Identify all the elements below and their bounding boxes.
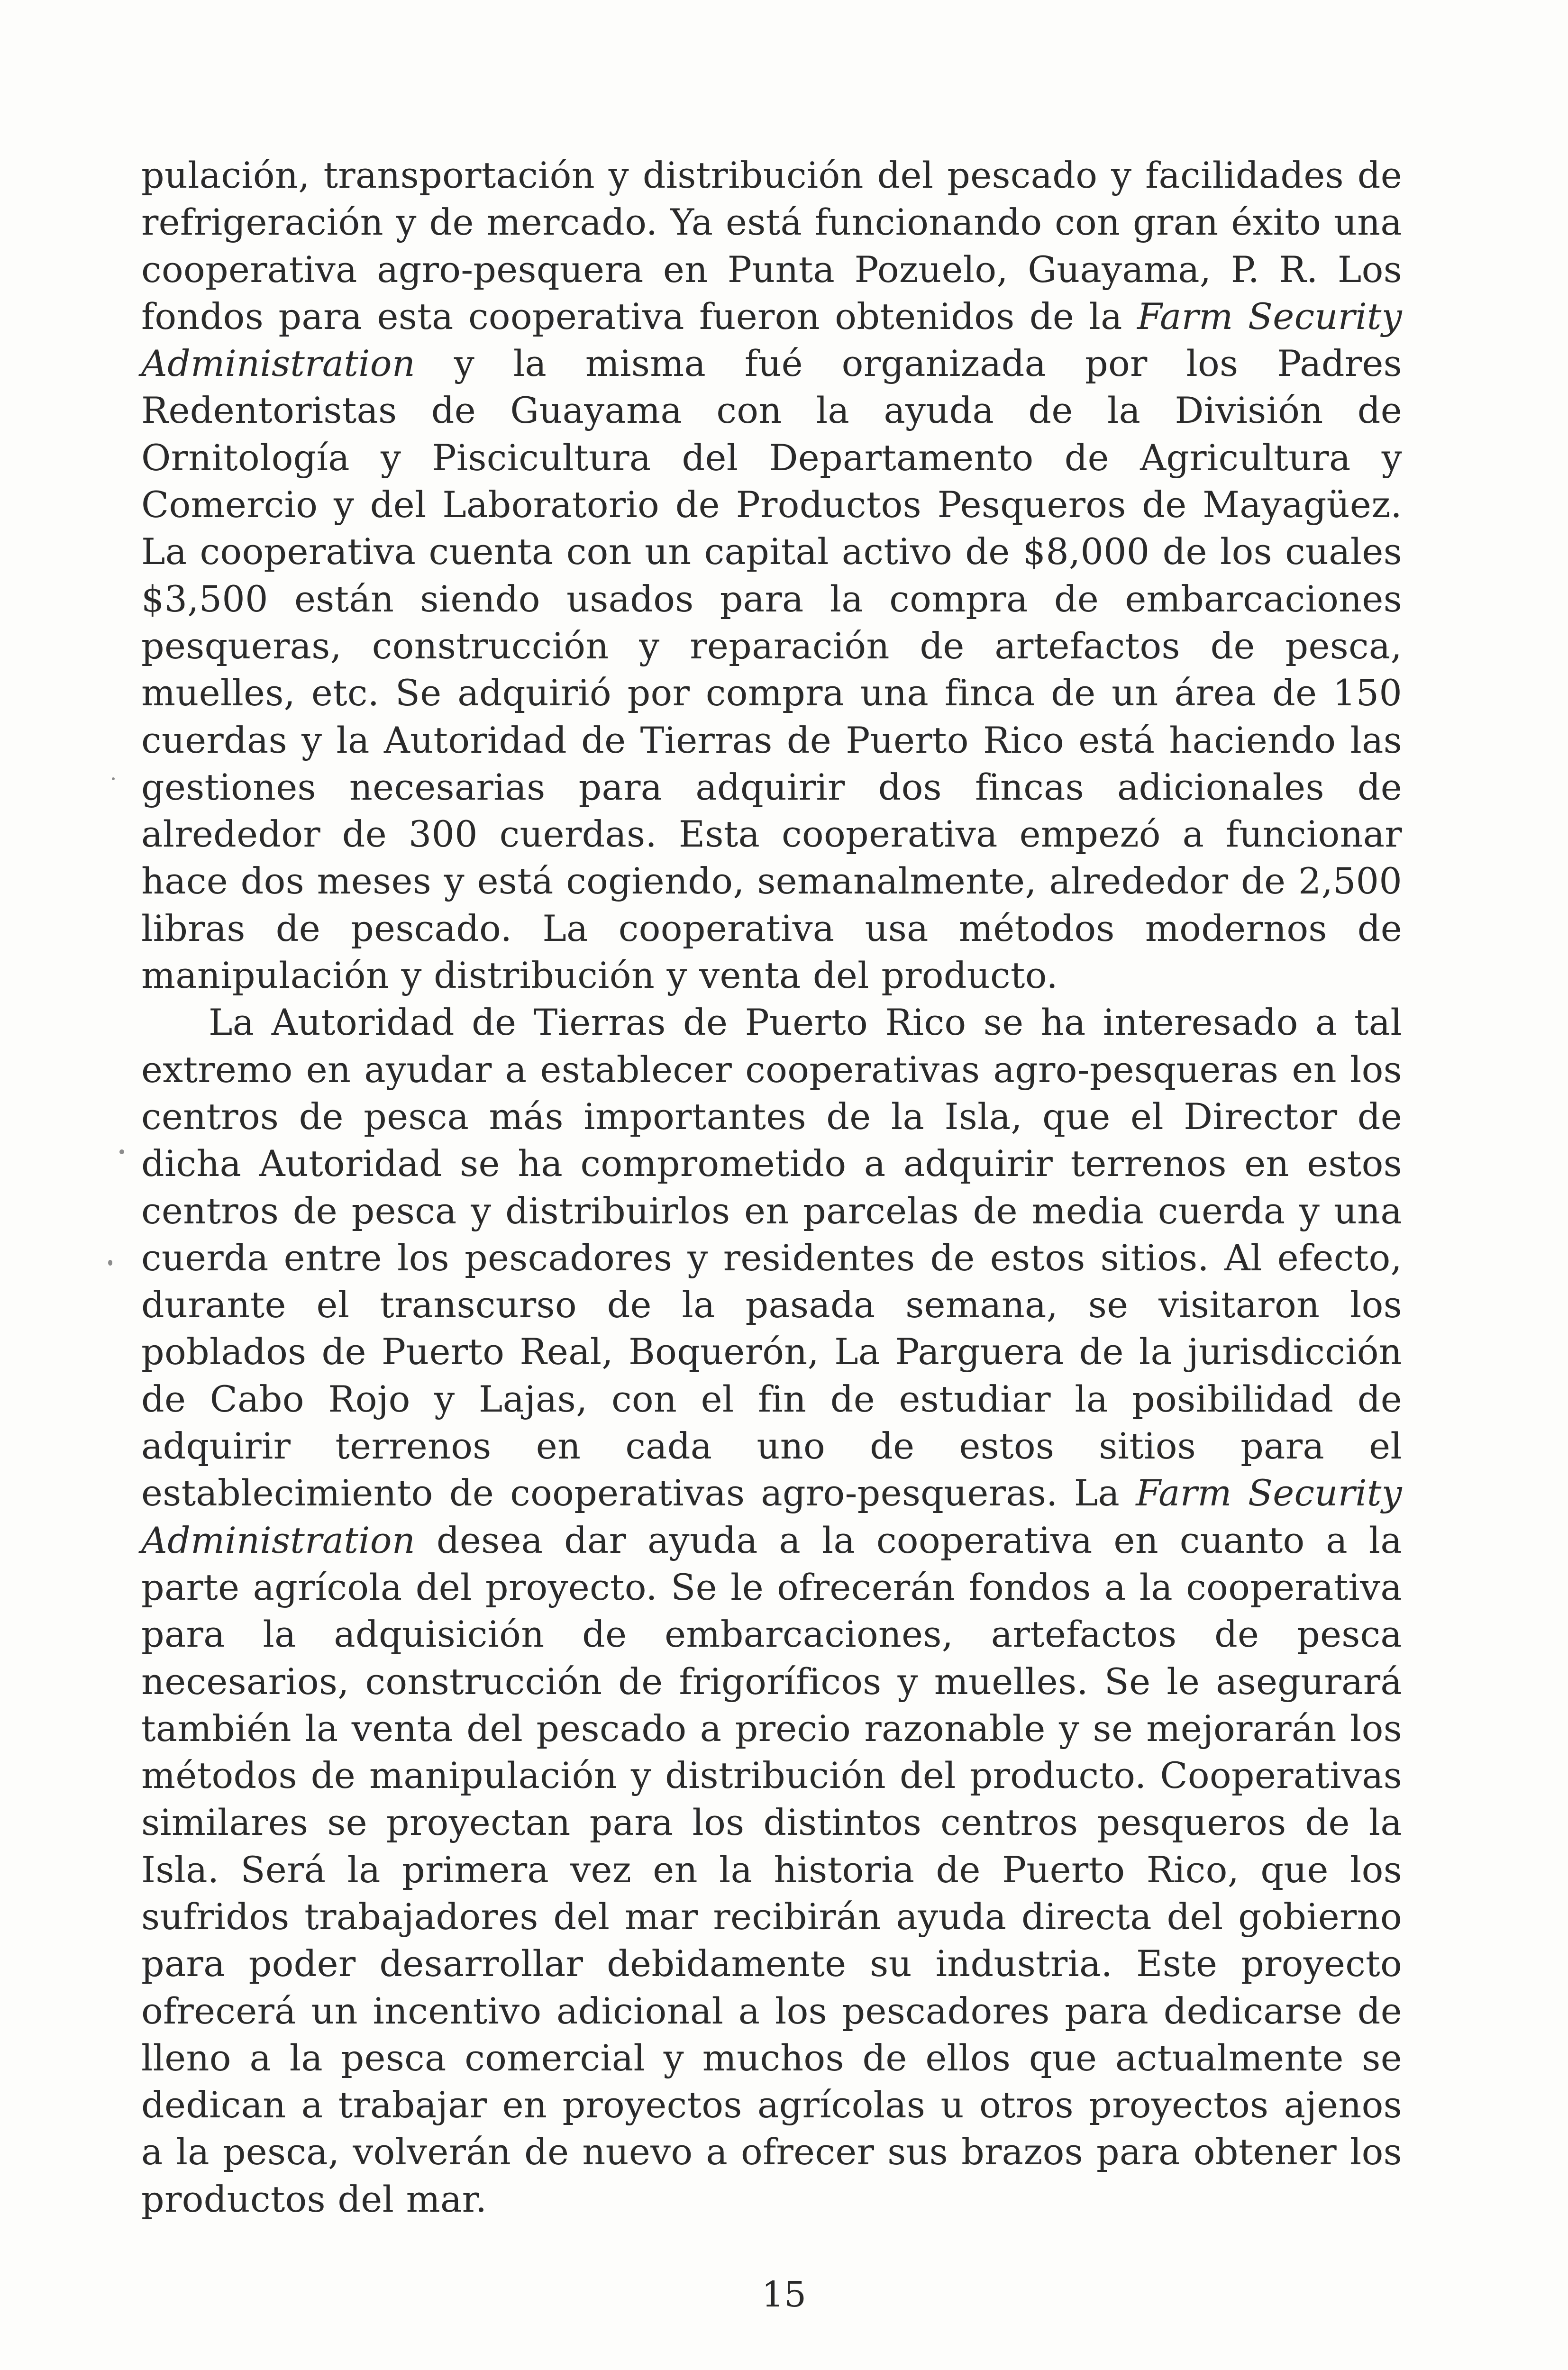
paragraph-1-text-a: pulación, transportación y distribución del pescado y facilidades de refrigeración y de mercado. Ya está funcionando con gran éxito una cooperativa agro-pesquera en Punta Pozuelo, Guayama, P. R. Los fondos para esta cooperativa fueron obtenidos de la bbox=[141, 154, 1402, 337]
page-number: 15 bbox=[761, 2274, 807, 2315]
margin-speck bbox=[112, 777, 115, 780]
paragraph-2-text-b: desea dar ayuda a la cooperativa en cuanto a la parte agrícola del proyecto. Se le ofrecerán fondos a la cooperativa para la adquisición de embarcaciones, artefactos de pesca necesarios, construcción de frigoríficos y muelles. Se le asegurará también la venta del pescado a precio razonable y se mejorarán los métodos de manipulación y distribución del producto. Cooperativas similares se proyectan para los distintos centros pesqueros de la Isla. Será la primera vez en la historia de Puerto Rico, que los sufridos trabajadores del mar recibirán ayuda directa del gobierno para poder desarrollar debidamente su industria. Este proyecto ofrecerá un incentivo adicional a los pescadores para dedicarse de lleno a la pesca comercial y muchos de ellos que actualmente se dedican a trabajar en proyectos agrícolas u otros proyectos ajenos a la pesca, volverán de nuevo a ofrecer sus brazos para obtener los productos del mar. bbox=[141, 1519, 1402, 2220]
paragraph-1-text-b: y la misma fué organizada por los Padres Redentoristas de Guayama con la ayuda de la División de Ornitología y Piscicultura del Departamento de Agricultura y Comercio y del Laboratorio de Productos Pesqueros de Mayagüez. La cooperativa cuenta con un capital activo de $8,000 de los cuales $3,500 están siendo usados para la compra de embarcaciones pesqueras, construcción y reparación de artefactos de pesca, muelles, etc. Se adquirió por compra una finca de un área de 150 cuerdas y la Autoridad de Tierras de Puerto Rico está haciendo las gestiones necesarias para adquirir dos fincas adicionales de alrededor de 300 cuerdas. Esta cooperativa empezó a funcionar hace dos meses y está cogiendo, semanalmente, alrededor de 2,500 libras de pescado. La cooperativa usa métodos modernos de manipulación y distribución y venta del producto. bbox=[141, 342, 1402, 997]
paragraph-2-italic-title: Farm Security Administration bbox=[141, 1472, 1402, 1561]
paragraph-2 bbox=[141, 999, 1402, 2223]
paragraph-1 bbox=[141, 152, 1402, 999]
paragraph-1-italic-title: Farm Security Administration bbox=[141, 295, 1402, 385]
margin-speck bbox=[119, 1149, 124, 1154]
body-text bbox=[141, 152, 1402, 2223]
margin-speck bbox=[108, 1260, 112, 1266]
paragraph-2-text-a: La Autoridad de Tierras de Puerto Rico se ha interesado a tal extremo en ayudar a establecer cooperativas agro-pesqueras en los centros de pesca más importantes de la Isla, que el Director de dicha Autoridad se ha comprometido a adquirir terrenos en estos centros de pesca y distribuirlos en parcelas de media cuerda y una cuerda entre los pescadores y residentes de estos sitios. Al efecto, durante el transcurso de la pasada semana, se visitaron los poblados de Puerto Real, Boquerón, La Parguera de la jurisdicción de Cabo Rojo y Lajas, con el fin de estudiar la posibilidad de adquirir terrenos en cada uno de estos sitios para el establecimiento de cooperativas agro-pesqueras. La bbox=[141, 1001, 1402, 1514]
